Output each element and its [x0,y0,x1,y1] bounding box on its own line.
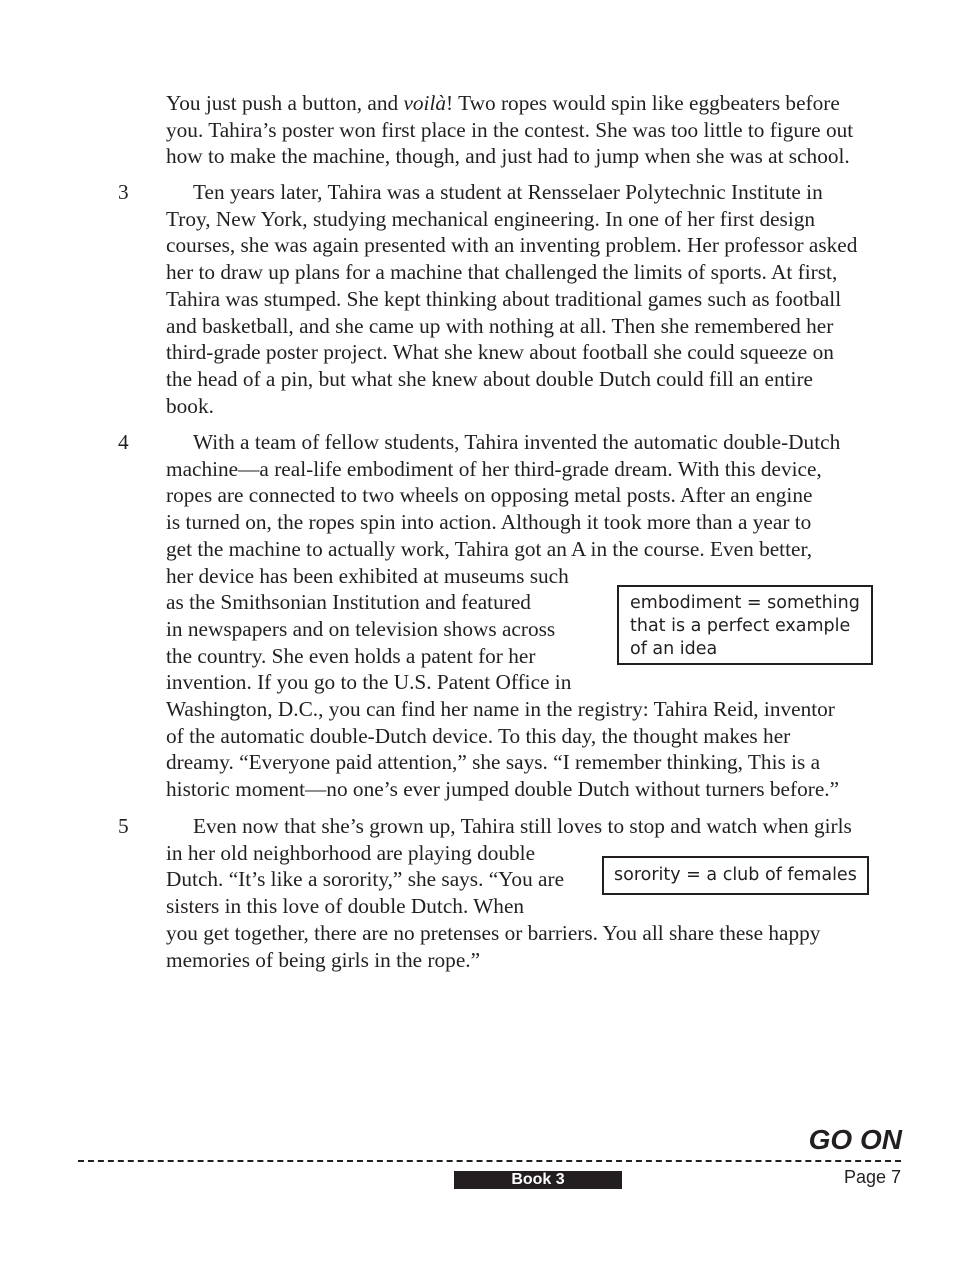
glossary-box-sorority [602,856,869,895]
paragraph-continuation [166,90,888,170]
text-line: Troy, New York, studying mechanical engineering. In one of her first design [166,206,816,231]
text-line: how to make the machine, though, and just had to jump when she was at school. [166,144,850,169]
text-line: Even now that she’s grown up, Tahira still loves to stop and watch when girls [193,814,852,838]
text-line: Tahira was stumped. She kept thinking about traditional games such as football [166,286,842,311]
text-line: of the automatic double-Dutch device. To this day, the thought makes her [166,723,791,748]
go-on-label: GO ON [808,1124,902,1155]
glossary-line: sorority = a club of females [614,865,857,885]
text-line: memories of being girls in the rope.” [166,947,481,972]
text-line: book. [166,393,214,418]
text-line: historic moment—no one’s ever jumped double Dutch without turners before.” [166,777,840,802]
text-line: the country. She even holds a patent for her [166,643,536,668]
text-line: ropes are connected to two wheels on opposing metal posts. After an engine [166,483,813,508]
text-line: and basketball, and she came up with nothing at all. Then she remembered her [166,313,834,338]
paragraph-number: 5 [118,814,129,838]
text-segment: You just push a button, and [166,91,404,115]
text-line: the head of a pin, but what she knew about double Dutch could fill an entire [166,366,814,391]
text-line [166,90,888,117]
paragraph-number: 4 [118,430,129,454]
dashed-divider [78,1160,901,1162]
text-line: as the Smithsonian Institution and featured [166,590,531,615]
paragraph-number: 3 [118,180,129,204]
text-line: sisters in this love of double Dutch. When [166,894,525,919]
text-line: is turned on, the ropes spin into action. Although it took more than a year to [166,510,812,535]
text-line: in newspapers and on television shows across [166,616,556,641]
glossary-line: that is a perfect example [630,616,851,636]
glossary-box-embodiment [617,585,873,665]
text-line: courses, she was again presented with an inventing problem. Her professor asked [166,233,858,258]
text-line: Dutch. “It’s like a sorority,” she says. “You are [166,867,565,892]
text-line: machine—a real-life embodiment of her third-grade dream. With this device, [166,456,822,481]
text-line: you get together, there are no pretenses or barriers. You all share these happy [166,920,821,945]
page-number: Page 7 [843,1167,901,1187]
text-line: Washington, D.C., you can find her name in the registry: Tahira Reid, inventor [166,697,835,722]
glossary-line: embodiment = something [630,593,860,613]
text-line: get the machine to actually work, Tahira got an A in the course. Even better, [166,536,813,561]
text-line: dreamy. “Everyone paid attention,” she says. “I remember thinking, This is a [166,750,821,775]
text-segment: ! Two ropes would spin like eggbeaters before [446,91,840,115]
text-line: With a team of fellow students, Tahira invented the automatic double-Dutch [193,430,841,454]
paragraph-3 [166,179,888,419]
book-label: Book 3 [454,1171,622,1189]
text-line: invention. If you go to the U.S. Patent Office in [166,670,572,695]
text-line: Ten years later, Tahira was a student at Rensselaer Polytechnic Institute in [193,180,823,204]
text-line: in her old neighborhood are playing double [166,840,536,865]
glossary-line: of an idea [630,639,718,659]
text-line: her to draw up plans for a machine that challenged the limits of sports. At first, [166,260,838,285]
text-line: you. Tahira’s poster won first place in the contest. She was too little to figure out [166,117,854,142]
italic-text: voilà [403,91,447,115]
text-line: third-grade poster project. What she knew about football she could squeeze on [166,340,834,365]
text-line: her device has been exhibited at museums such [166,563,569,588]
